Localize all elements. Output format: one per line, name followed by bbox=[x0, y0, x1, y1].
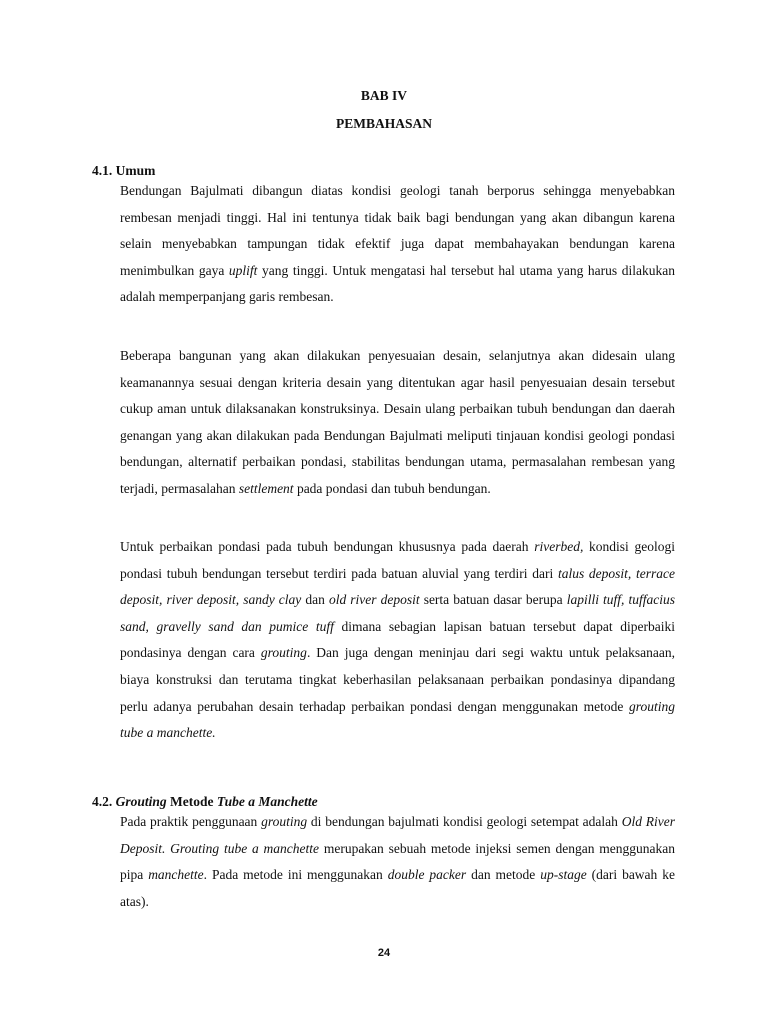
paragraph-grouting-1 bbox=[120, 809, 675, 915]
italic-term: grouting tube a manchette. bbox=[120, 698, 675, 741]
chapter-title: PEMBAHASAN bbox=[335, 116, 432, 131]
italic-term: talus deposit, terrace deposit, river deposit, sandy clay bbox=[120, 565, 675, 608]
text-run: . Dan juga dengan meninjau dari segi waktu untuk pelaksanaan, biaya konstruksi dan terutama tingkat keberhasilan pelaksanaan perbaikan pondasinya dipandang perlu adanya perubahan desain terhadap perbaikan pondasi dengan menggunakan metode bbox=[120, 645, 675, 714]
italic-term: old river deposit bbox=[328, 592, 420, 608]
italic-term: lapilli tuff, tuffacius sand, gravelly sand dan pumice tuff bbox=[120, 592, 675, 634]
italic-term: Grouting bbox=[115, 794, 167, 809]
text-run: di bendungan bajulmati kondisi geologi setempat adalah bbox=[307, 814, 622, 829]
paragraph-umum-2 bbox=[120, 343, 675, 503]
page-number: 24 bbox=[377, 947, 391, 959]
text-run: kondisi geologi pondasi tubuh bendungan tersebut terdiri pada batuan aluvial yang terdiri dari bbox=[120, 539, 675, 581]
section-heading-umum: 4.1. Umum bbox=[92, 163, 156, 178]
chapter-number: BAB IV bbox=[360, 88, 408, 103]
text-run: merupakan sebuah metode injeksi semen dengan menggunakan pipa bbox=[120, 840, 675, 883]
italic-term: up-stage bbox=[540, 867, 587, 883]
text-run: Pada praktik penggunaan bbox=[120, 814, 262, 829]
italic-term: Old River Deposit. Grouting tube a manchette bbox=[120, 814, 675, 856]
paragraph-umum-1 bbox=[120, 178, 675, 311]
section-heading-grouting bbox=[92, 794, 318, 810]
text-run: dan metode bbox=[466, 867, 541, 883]
text-run: serta batuan dasar berupa bbox=[419, 592, 567, 608]
italic-term: Tube a Manchette bbox=[216, 794, 318, 809]
text-run: . Pada metode ini menggunakan bbox=[203, 867, 388, 883]
text-run: 4.2. bbox=[92, 794, 116, 809]
italic-term: uplift bbox=[228, 262, 258, 278]
text-run: Metode bbox=[166, 794, 217, 809]
text-run: Untuk perbaikan pondasi pada tubuh bendungan khususnya pada daerah bbox=[120, 539, 535, 554]
italic-term: settlement bbox=[238, 480, 294, 496]
text-run: yang tinggi. Untuk mengatasi hal tersebut hal utama yang harus dilakukan adalah memperpanjang garis rembesan. bbox=[120, 262, 675, 305]
italic-term: grouting bbox=[261, 814, 308, 829]
text-run: (dari bawah ke atas). bbox=[120, 867, 675, 909]
text-run: Bendungan Bajulmati dibangun diatas kondisi geologi tanah berporus sehingga menyebabkan rembesan menjadi tinggi. Hal ini tentunya tidak baik bagi bendungan yang akan dibangun karena selain menyebabkan tampungan tidak efektif juga dapat membahayakan bendungan karena menimbulkan gaya bbox=[120, 183, 675, 278]
italic-term: riverbed, bbox=[534, 539, 584, 554]
text-run: dan bbox=[301, 592, 329, 608]
text-run: Beberapa bangunan yang akan dilakukan penyesuaian desain, selanjutnya akan didesain ulang keamanannya sesuai dengan kriteria desain yang ditentukan agar hasil penyesuaian desain tersebut cukup aman untuk dilaksanakan konstruksinya. Desain ulang perbaikan tubuh bendungan dan daerah genangan yang akan dilakukan pada Bendungan Bajulmati meliputi tinjauan kondisi geologi pondasi bendungan, alternatif perbaikan pondasi, stabilitas bendungan utama, permasalahan rembesan yang terjadi, permasalahan bbox=[120, 348, 675, 496]
italic-term: grouting bbox=[260, 645, 307, 661]
text-run: dimana sebagian lapisan batuan tersebut dapat diperbaiki pondasinya dengan cara bbox=[120, 618, 675, 661]
paragraph-umum-3 bbox=[120, 534, 675, 747]
italic-term: manchette bbox=[148, 867, 204, 883]
text-run: pada pondasi dan tubuh bendungan. bbox=[293, 480, 491, 496]
italic-term: double packer bbox=[387, 867, 467, 883]
